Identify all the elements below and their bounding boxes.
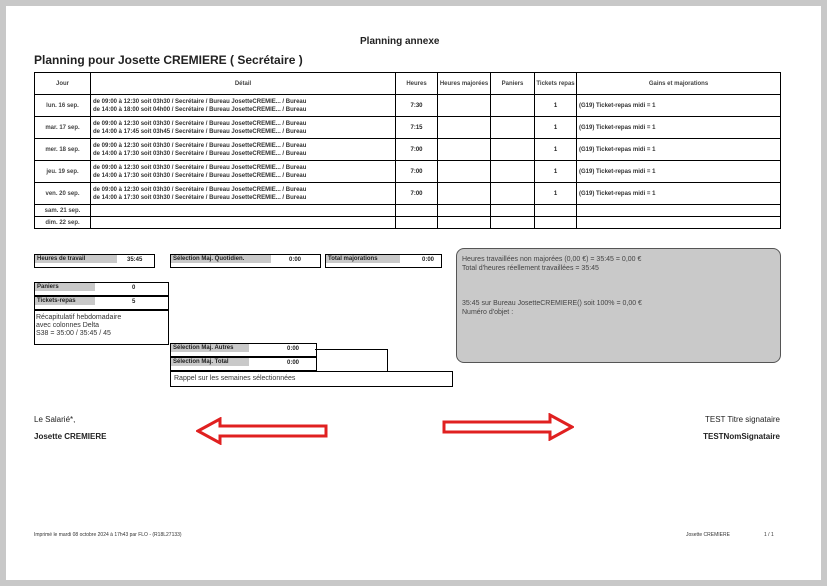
day-cell: mer. 18 sep.: [35, 139, 91, 161]
daily-majoration-label: Sélection Maj. Quotidien.: [171, 255, 271, 263]
footer-name: Josette CREMIERE: [686, 532, 730, 538]
info-line: Heures travaillées non majorées (0,00 €) = 35:45 = 0,00 €: [462, 256, 642, 263]
info-line: Total d'heures réellement travaillées = 35:45: [462, 265, 599, 272]
paniers-cell: [491, 95, 535, 117]
header-paniers: Paniers: [491, 73, 535, 95]
weekly-recap-box: [34, 310, 169, 345]
header-heures: Heures: [396, 73, 438, 95]
daily-majoration-value: 0:00: [289, 257, 302, 263]
paniers-cell: [491, 139, 535, 161]
major-hours-cell: [438, 95, 491, 117]
recap-line: Récapitulatif hebdomadaire: [36, 314, 122, 321]
reminder-box: [170, 371, 453, 387]
total-majorations-box: [325, 254, 442, 268]
detail-cell: [91, 95, 396, 117]
info-line: 35:45 sur Bureau JosetteCREMIERE() soit 100% = 0,00 €: [462, 300, 642, 307]
detail-cell: [91, 139, 396, 161]
header-gains: Gains et majorations: [577, 73, 781, 95]
detail-line: de 09:00 à 12:30 soit 03h30 / Secrétaire / Bureau JosetteCREMIE... / Bureau: [93, 186, 307, 193]
major-hours-cell: [438, 139, 491, 161]
paniers-cell: [491, 183, 535, 205]
detail-line: de 09:00 à 12:30 soit 03h30 / Secrétaire / Bureau JosetteCREMIE... / Bureau: [93, 142, 307, 149]
employee-name: Josette CREMIERE: [34, 432, 107, 441]
signatory-name: TESTNomSignataire: [703, 432, 780, 441]
detail-line: de 09:00 à 12:30 soit 03h30 / Secrétaire / Bureau JosetteCREMIE... / Bureau: [93, 164, 307, 171]
gains-cell: (G19) Ticket-repas midi = 1: [577, 95, 781, 117]
table-row: [35, 139, 781, 161]
other-majoration-value: 0:00: [287, 346, 300, 352]
print-info: Imprimé le mardi 08 octobre 2024 à 17h43 par FLO - (R18L27133): [34, 532, 182, 538]
detail-line: de 14:00 à 17:30 soit 03h30 / Secrétaire / Bureau JosetteCREMIE... / Bureau: [93, 194, 307, 201]
total-majorations-value: 0:00: [422, 257, 435, 263]
day-cell: mar. 17 sep.: [35, 117, 91, 139]
detail-cell: [91, 117, 396, 139]
detail-line: de 09:00 à 12:30 soit 03h30 / Secrétaire / Bureau JosetteCREMIE... / Bureau: [93, 98, 307, 105]
paniers-cell: [491, 161, 535, 183]
employee-label: Le Salarié*,: [34, 415, 76, 424]
table-row: [35, 183, 781, 205]
day-cell: lun. 16 sep.: [35, 95, 91, 117]
other-majoration-label: Sélection Maj. Autres: [171, 344, 249, 352]
day-cell: ven. 20 sep.: [35, 183, 91, 205]
paniers-label: Paniers: [35, 283, 95, 291]
recap-line: S38 = 35:00 / 35:45 / 45: [36, 330, 111, 337]
gains-cell: (G19) Ticket-repas midi = 1: [577, 117, 781, 139]
daily-majoration-box: [170, 254, 321, 268]
connector-line: [315, 349, 388, 372]
major-hours-cell: [438, 161, 491, 183]
signatory-title: TEST Titre signataire: [705, 415, 780, 424]
detail-line: de 14:00 à 17:30 soit 03h30 / Secrétaire / Bureau JosetteCREMIE... / Bureau: [93, 150, 307, 157]
paniers-cell: [491, 117, 535, 139]
worked-hours-box: [34, 254, 155, 268]
detail-line: de 14:00 à 17:45 soit 03h45 / Secrétaire / Bureau JosetteCREMIE... / Bureau: [93, 128, 307, 135]
other-majoration-box: [170, 343, 317, 357]
table-row: [35, 161, 781, 183]
total-selection-value: 0:00: [287, 360, 300, 366]
detail-line: de 09:00 à 12:30 soit 03h30 / Secrétaire / Bureau JosetteCREMIE... / Bureau: [93, 120, 307, 127]
day-cell: sam. 21 sep.: [35, 205, 91, 217]
recap-line: avec colonnes Delta: [36, 322, 100, 329]
table-row: [35, 205, 781, 217]
detail-cell: [91, 183, 396, 205]
tickets-cell: 1: [535, 117, 577, 139]
major-hours-cell: [438, 117, 491, 139]
hours-info-box: [456, 248, 781, 363]
paniers-value: 0: [132, 285, 136, 291]
header-detail: Détail: [91, 73, 396, 95]
tickets-label: Tickets-repas: [35, 297, 95, 305]
hours-cell: 7:15: [396, 117, 438, 139]
worked-hours-value: 35:45: [127, 257, 143, 263]
gains-cell: (G19) Ticket-repas midi = 1: [577, 139, 781, 161]
hours-cell: 7:00: [396, 139, 438, 161]
total-majorations-label: Total majorations: [326, 255, 400, 263]
gains-cell: (G19) Ticket-repas midi = 1: [577, 161, 781, 183]
hours-cell: 7:00: [396, 183, 438, 205]
left-arrow-icon: [196, 417, 330, 445]
major-hours-cell: [438, 183, 491, 205]
gains-cell: (G19) Ticket-repas midi = 1: [577, 183, 781, 205]
tickets-cell: 1: [535, 95, 577, 117]
header-jour: Jour: [35, 73, 91, 95]
day-cell: jeu. 19 sep.: [35, 161, 91, 183]
tickets-cell: 1: [535, 183, 577, 205]
tickets-box: [34, 296, 169, 310]
page-number: 1 / 1: [764, 532, 774, 538]
planning-subtitle: Planning pour Josette CREMIERE ( Secrétaire ): [34, 53, 303, 67]
header-tickets-repas: Tickets repas: [535, 73, 577, 95]
reminder-text: Rappel sur les semaines sélectionnées: [174, 375, 296, 382]
detail-line: de 14:00 à 18:00 soit 04h00 / Secrétaire / Bureau JosetteCREMIE... / Bureau: [93, 106, 307, 113]
total-selection-box: [170, 357, 317, 371]
paniers-box: [34, 282, 169, 296]
table-row: [35, 217, 781, 229]
day-cell: dim. 22 sep.: [35, 217, 91, 229]
tickets-value: 5: [132, 299, 136, 305]
planning-table: [34, 72, 781, 229]
total-selection-label: Sélection Maj. Total: [171, 358, 249, 366]
detail-cell: [91, 161, 396, 183]
detail-line: de 14:00 à 17:30 soit 03h30 / Secrétaire / Bureau JosetteCREMIE... / Bureau: [93, 172, 307, 179]
tickets-cell: 1: [535, 139, 577, 161]
table-row: [35, 95, 781, 117]
hours-cell: 7:00: [396, 161, 438, 183]
table-row: [35, 117, 781, 139]
worked-hours-label: Heures de travail: [35, 255, 117, 263]
tickets-cell: 1: [535, 161, 577, 183]
hours-cell: 7:30: [396, 95, 438, 117]
info-line: Numéro d'objet :: [462, 309, 514, 316]
document-title: Planning annexe: [360, 36, 440, 47]
right-arrow-icon: [440, 413, 574, 441]
header-heures-majorees: Heures majorées: [438, 73, 491, 95]
